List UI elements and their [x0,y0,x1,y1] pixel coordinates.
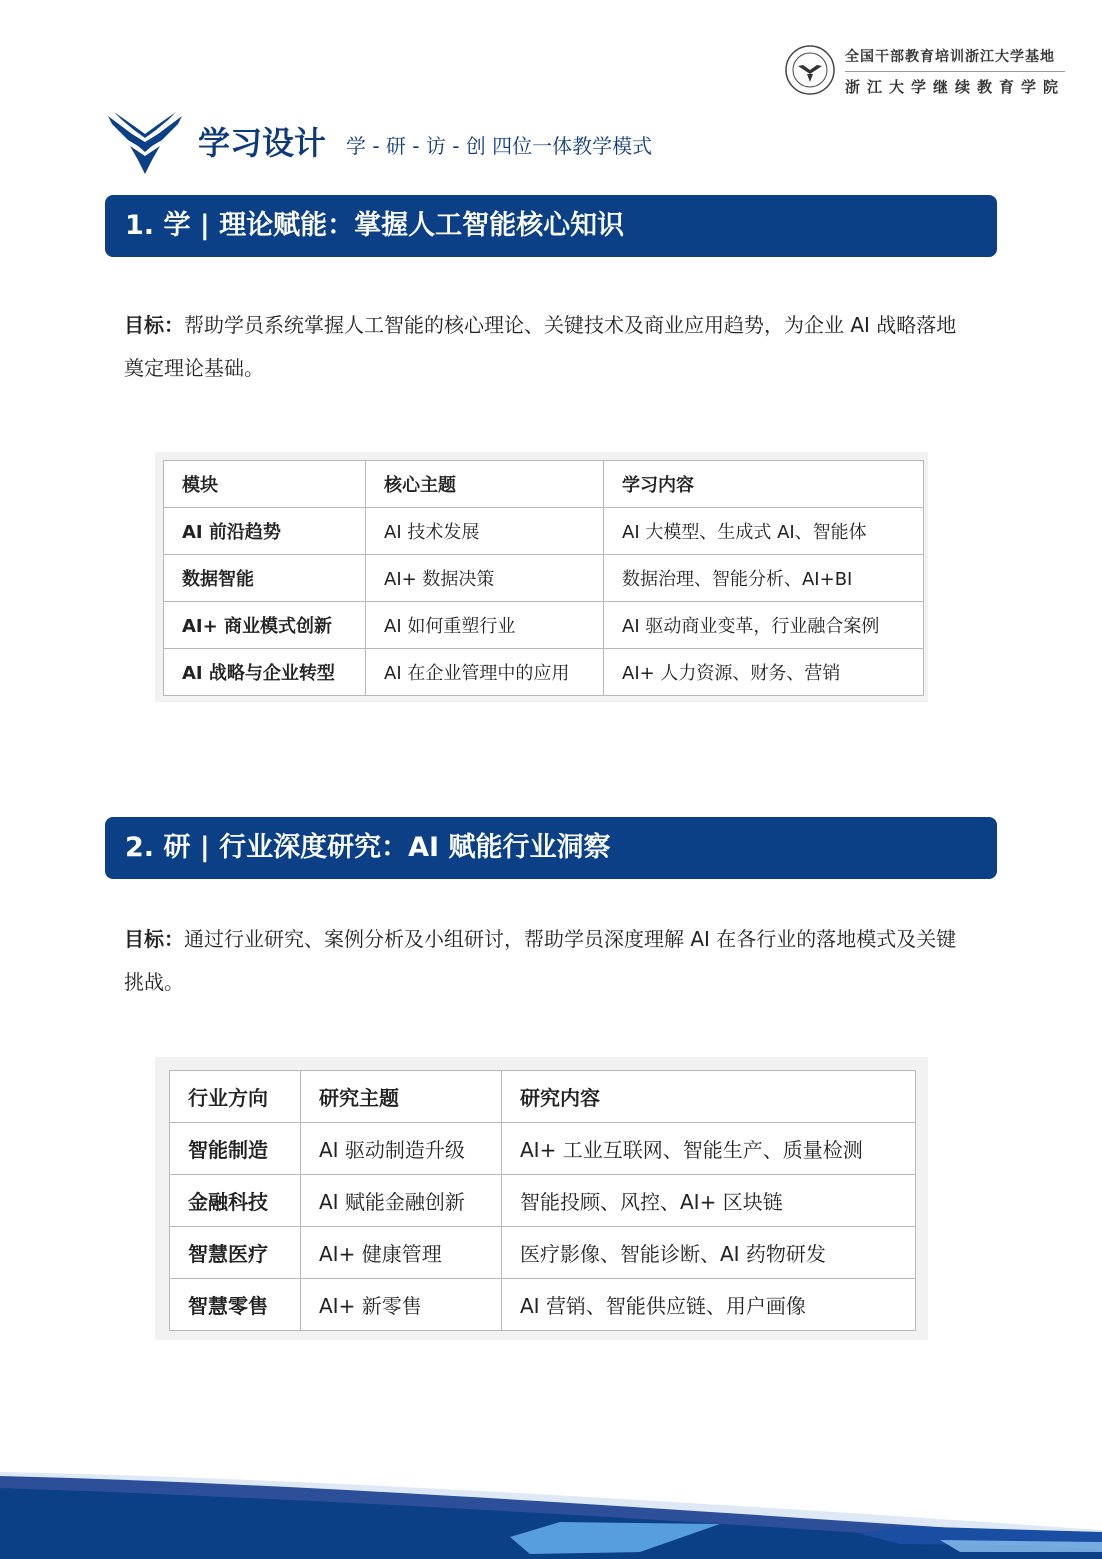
table-cell: 数据智能 [164,555,366,602]
section-2-goal [124,918,964,1004]
table-cell: AI 在企业管理中的应用 [366,649,604,696]
table-row [170,1279,916,1331]
header-line-1: 全国干部教育培训浙江大学基地 [845,46,1065,72]
zhejiang-university-seal-icon [784,44,836,96]
table-row [170,1227,916,1279]
table-header-cell: 研究主题 [301,1071,502,1123]
table-cell: AI+ 新零售 [301,1279,502,1331]
table-cell: AI 赋能金融创新 [301,1175,502,1227]
table-row [170,1123,916,1175]
table-1 [163,460,924,696]
table-cell: AI 驱动商业变革，行业融合案例 [604,602,924,649]
table-cell: 智能投顾、风控、AI+ 区块链 [502,1175,916,1227]
table-header-cell: 学习内容 [604,461,924,508]
table-cell: AI 前沿趋势 [164,508,366,555]
table-cell: AI 技术发展 [366,508,604,555]
table-cell: AI+ 数据决策 [366,555,604,602]
table-header-cell: 核心主题 [366,461,604,508]
table-cell: 医疗影像、智能诊断、AI 药物研发 [502,1227,916,1279]
table-header-row [170,1071,916,1123]
table-header-cell: 行业方向 [170,1071,301,1123]
blue-wave-stripes-icon [0,1462,1102,1559]
table-2 [169,1070,916,1331]
goal-text: 通过行业研究、案例分析及小组研讨，帮助学员深度理解 AI 在各行业的落地模式及关键挑战。 [124,927,957,994]
table-cell: AI 营销、智能供应链、用户画像 [502,1279,916,1331]
table-cell: AI+ 健康管理 [301,1227,502,1279]
table-cell: AI+ 商业模式创新 [164,602,366,649]
institution-header [845,46,1065,97]
section-1-goal [124,304,964,390]
table-cell: 数据治理、智能分析、AI+BI [604,555,924,602]
table-cell: 智能制造 [170,1123,301,1175]
table-header-cell: 研究内容 [502,1071,916,1123]
table-cell: AI 战略与企业转型 [164,649,366,696]
table-cell: 智慧医疗 [170,1227,301,1279]
section-2-banner: 2. 研 | 行业深度研究：AI 赋能行业洞察 [105,817,997,879]
table-header-cell: 模块 [164,461,366,508]
table-row [170,1175,916,1227]
table-cell: AI 如何重塑行业 [366,602,604,649]
header-line-2: 浙江大学继续教育学院 [845,78,1066,96]
table-row [164,649,924,696]
section-1-banner: 1. 学 | 理论赋能：掌握人工智能核心知识 [105,195,997,257]
table-cell: AI 大模型、生成式 AI、智能体 [604,508,924,555]
table-cell: AI+ 人力资源、财务、营销 [604,649,924,696]
bird-emblem-icon [108,112,182,174]
table-row [164,508,924,555]
goal-label: 目标： [124,313,184,337]
table-header-row [164,461,924,508]
table-cell: 金融科技 [170,1175,301,1227]
table-row [164,555,924,602]
table-row [164,602,924,649]
page-subtitle: 学 - 研 - 访 - 创 四位一体教学模式 [346,134,653,158]
table-cell: 智慧零售 [170,1279,301,1331]
table-cell: AI 驱动制造升级 [301,1123,502,1175]
table-cell: AI+ 工业互联网、智能生产、质量检测 [502,1123,916,1175]
goal-text: 帮助学员系统掌握人工智能的核心理论、关键技术及商业应用趋势，为企业 AI 战略落地奠定理论基础。 [124,313,957,380]
page-title: 学习设计 [198,124,327,162]
goal-label: 目标： [124,927,184,951]
